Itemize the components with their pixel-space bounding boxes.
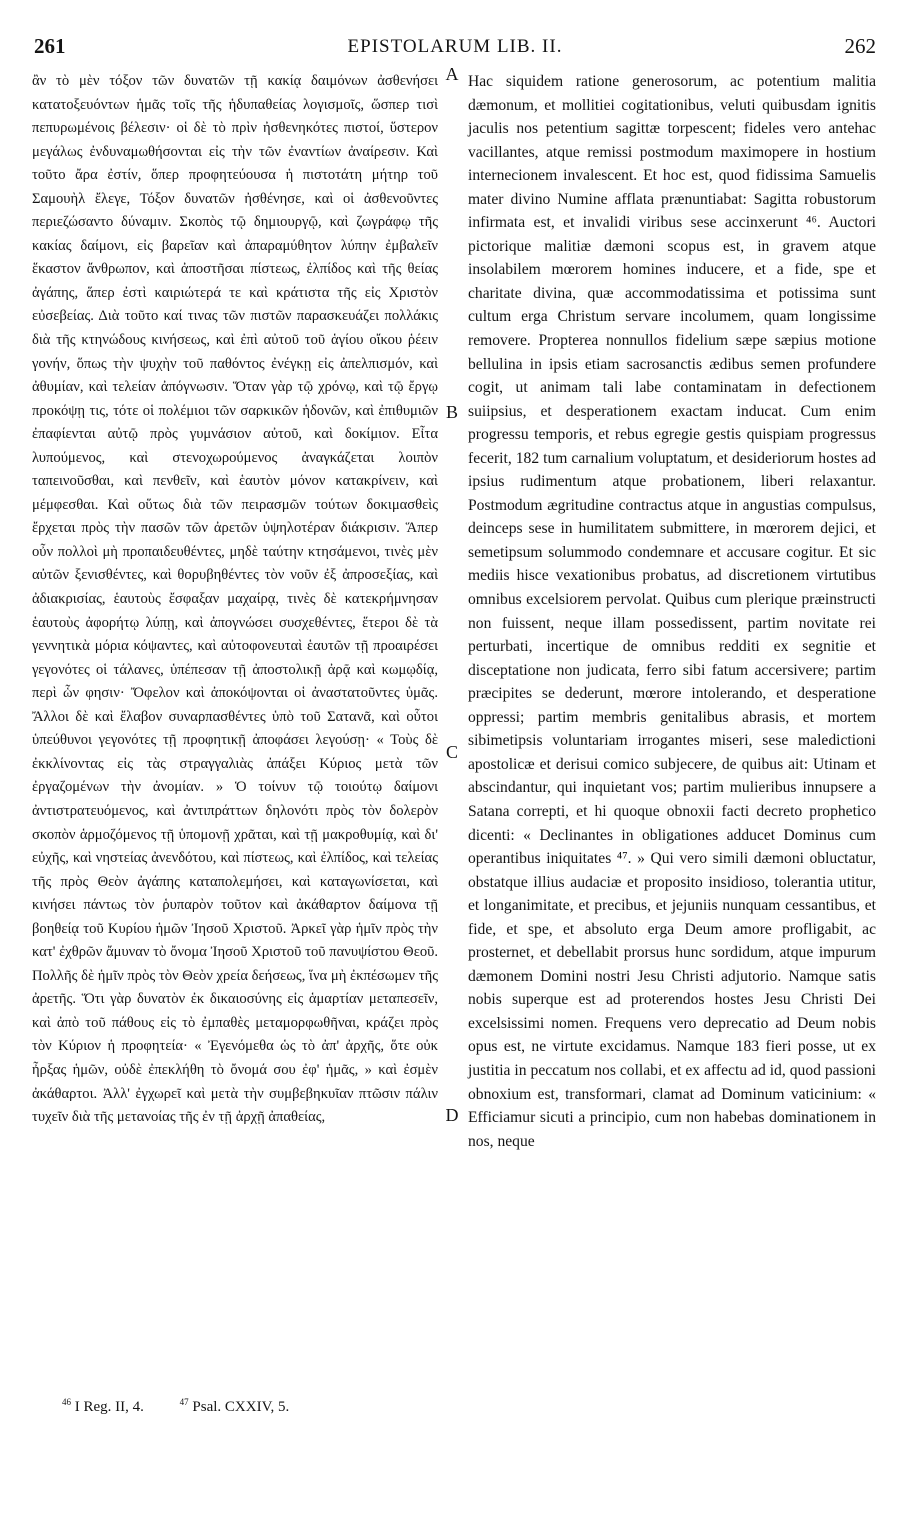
- page-header: [30, 34, 880, 68]
- greek-text-column: [32, 70, 438, 1130]
- latin-text-column: [468, 70, 876, 1153]
- greek-text: ἂν τὸ μὲν τόξον τῶν δυνατῶν τῇ κακίᾳ δαιμόνων ἀσθενήσει κατατοξευόντων ἡμᾶς τοῖς τῆς ἡδυπαθείας λογισμοῖς, ὥσπερ τισὶ πεπυρωμένοις βέλεσιν· οἱ δὲ τὸ πρὶν ἠσθενηκότες πιστοί, ὕστερον μεγάλως ἐνδυναμωθήσονται εἰς τὴν τῶν ἐναντίων ἀναίρεσιν. Καὶ τοῦτο ἄρα ἐστίν, ὅπερ προφητεύουσα ἡ πιστοτάτη μήτηρ τοῦ Σαμουὴλ ἔλεγε, Τόξον δυνατῶν ἠσθένησε, καὶ οἱ ἀσθενοῦντες περιεζώσαντο δύναμιν. Σκοπὸς τῷ δημιουργῷ, καὶ ζωγράφῳ τῆς κακίας δαίμονι, εἰς βαρεῖαν καὶ ἀπαραμύθητον λύπην ἐμβαλεῖν ἕκαστον ἄνθρωπον, καὶ ἀποστῆσαι πίστεως, ἐλπίδος καὶ τῆς θείας ἀγάπης, ἅπερ ἐστὶ καιριώτερά τε καὶ κράτιστα τῆς εἰς Χριστὸν εὐσεβείας. Διὰ τοῦτο καί τινας τῶν πιστῶν παρασκευάζει πολλάκις διὰ τῆς κτηνώδους κινήσεως, καὶ ἐπὶ αὐτοῦ τοῦ ἁγίου οἴκου ῥέειν γονήν, ὅπως τὴν ψυχὴν τοῦ παθόντος ἐνέγκῃ εἰς ἀπελπισμόν, καὶ ἀθυμίαν, καὶ τελείαν ἀπόγνωσιν. Ὅταν γὰρ τῷ χρόνῳ, καὶ τῷ ἔργῳ προκόψῃ τις, τότε οἱ πολέμιοι τῶν σαρκικῶν ἡδονῶν, καὶ ἐπιθυμιῶν ἐπαφίενται αὐτῷ πρὸς γυμνάσιον αὐτοῦ, καὶ δοκίμιον. Εἶτα λυπούμενος, καὶ στενοχωρούμενος ἀναγκάζεται λοιπὸν ταπεινοῦσθαι, καὶ πενθεῖν, καὶ ἑαυτὸν μόνον κατακρίνειν, καὶ μέμφεσθαι. Καὶ οὕτως διὰ τῶν πειρασμῶν τούτων δοκιμασθεὶς ἔρχεται πρὸς τὴν πασῶν τῶν ἀρετῶν ὑψηλοτέραν διάκρισιν. Ἅπερ οὖν πολλοὶ μὴ προπαιδευθέντες, μηδὲ ταύτην κτησάμενοι, τινὲς μὲν αὐτῶν ξενισθέντες, καὶ θορυβηθέντες τὸν νοῦν ἐξ ἀπροσεξίας, καὶ ἀδιακρισίας, ἑαυτοὺς ἔσφαξαν μαχαίρᾳ, τινὲς δὲ κατεκρήμνησαν ἑαυτοὺς ἀφορήτῳ λύπῃ, καὶ ἀπογνώσει συσχεθέντες, ἕτεροι δὲ τὰ γεννητικὰ μόρια κόψαντες, καὶ αὐτοφονευταὶ ἑαυτῶν τῇ προαιρέσει γεγονότες οἱ τάλανες, ὑπέπεσαν τῇ ἀποστολικῇ ἀρᾷ καὶ κωμῳδίᾳ, περὶ ὧν φησιν· Ὄφελον καὶ ἀποκόψονται οἱ ἀναστατοῦντες ὑμᾶς. Ἄλλοι δὲ καὶ ἔλαβον συναρπασθέντες ὑπὸ τοῦ Σατανᾶ, καὶ οὗτοι ὑπεύθυνοι γεγονότες τῇ προφητικῇ ἀποφάσει λεγούσῃ· « Τοὺς δὲ ἐκκλίνοντας εἰς τὰς στραγγαλιὰς ἀπάξει Κύριος μετὰ τῶν ἐργαζομένων τὴν ἀνομίαν. » Ὁ τοίνυν τῷ τοιούτῳ δαίμονι ἀντιστρατευόμενος, καὶ ἀντιπράττων δηλονότι πρὸς τὸν δολερὸν σκοπὸν ἁρμοζόμενος τῇ ὑπομονῇ χρᾶται, καὶ τῇ μακροθυμίᾳ, καὶ δι' εὐχῆς, καὶ νηστείας ἀνενδότου, καὶ πίστεως, καὶ ἐλπίδος, καὶ τελείας τῆς πρὸς Θεὸν ἀγάπης καταπολεμήσει, καὶ καταγωνίσεται, καὶ κινήσει πάντως τὸν ῥυπαρὸν τοῦτον καὶ ἀκάθαρτον δαίμονα τῇ βοηθείᾳ τοῦ Κυρίου ἡμῶν Ἰησοῦ Χριστοῦ. Ἀρκεῖ γὰρ ἡμῖν πρὸς τὴν κατ' ἐχθρῶν ἄμυναν τὸ ὄνομα Ἰησοῦ Χριστοῦ τοῦ πανυψίστου Θεοῦ. Πολλῆς δὲ ἡμῖν πρὸς τὸν Θεὸν χρεία δεήσεως, ἵνα μὴ ἐκπέσωμεν τῆς ἀρετῆς. Ὅτι γὰρ δυνατὸν ἐκ δικαιοσύνης εἰς ἁμαρτίαν μεταπεσεῖν, καὶ ἀπὸ τοῦ πάθους εἰς τὸ ἐμπαθὲς μεταμορφωθῆναι, κράζει πρὸς τὸν Κύριον ἡ προφητεία· « Ἐγενόμεθα ὡς τὸ ἀπ' ἀρχῆς, ὅτε οὐκ ἦρξας ἡμῶν, οὐδὲ ἐπεκλήθη τὸ ὄνομά σου ἐφ' ἡμᾶς, » καὶ ἐσμὲν ἀκάθαρτοι. Ἀλλ' ἐγχωρεῖ καὶ μετὰ τὴν συμβεβηκυῖαν πτῶσιν πάλιν τυχεῖν διὰ τῆς μετανοίας τῆς ἐν τῇ ἀρχῇ ἀπαθείας,: [32, 73, 438, 1126]
- margin-letter-c: C: [445, 742, 458, 762]
- footnotes: [62, 1397, 321, 1416]
- margin-letter-a: A: [445, 64, 459, 84]
- footnote-47: $^{47}$ Psal. CXXIV, 5.: [179, 1397, 290, 1415]
- margin-letter-d: D: [445, 1105, 459, 1125]
- right-page-number: 262: [844, 34, 876, 58]
- latin-text: Hac siquidem ratione generosorum, ac potentium malitia dæmonum, et mollitiei cogitationibus, veluti quibusdam ignitis jaculis nos petentium sagittæ torpescent; fideles vero antehac vacillantes, atque remissi postmodum maximopere in hostium internecionem invalescent. Et hoc est, quod fidissima Samuelis mater divino Numine afflata prænuntiabat: Sagitta robustorum infirmata est, et invalidi viribus sese accinxerunt ⁴⁶. Auctori pictorique malitiæ dæmoni scopus est, in gravem atque insolabilem mœrorem homines inducere, et a fide, spe et charitate divina, quæ accommodatissima et potissima sunt cultum erga Christum servare incolumem, quam longissime removere. Propterea nonnullos fidelium sæpe sæpius motione bellulina in ipsis etiam sacrosanctis ædibus semen profundere cogit, ut animam tali labe contaminatam in defectionem suiipsius, et desperationem exactam inducat. Cum enim progressu temporis, et rebus egregie gestis quispiam progressus fecerit, 182 tum carnalium voluptatum, et desideriorum hostes ad ipsius rudimentum atque probationem, liberi relaxantur. Postmodum ægritudine contractus atque in angustias compulsus, deinceps sese in humilitatem submittere, in mœrorem dejici, et semetipsum solummodo condemnare et accusare cogitur. Et sic mediis hisce vexationibus probatus, ad discretionem virtutibus omnibus excelsiorem pervolat. Quibus cum plerique præinstructi non fuissent, neque illam possedissent, partim novitate rei perturbati, incertique de omnibus redditi ex segnitie et disceptatione non judicata, ferro sibi fatum accersivere; partim præcipites se dederunt, mœrore intolerando, et desperatione oppressi; partim membris genitalibus abrasis, et mortem sibimetipsis voluntariam irrogantes miseri, sese maledictioni apostolicæ et derisui comico subjecere, de quibus ait: Utinam et abscindantur, qui inquietant vos; partim mulieribus innupsere a Satana correpti, et hi quoque obnoxii facti decreto prophetico dicenti: « Declinantes in obligationes adducet Dominus cum operantibus iniquitates ⁴⁷. » Qui vero simili dæmoni obluctatur, obstatque illius audaciæ et proposito insidioso, tolerantia utitur, et longanimitate, et precibus, et jejuniis nunquam cessantibus, et fide, et spe, et absoluto erga Deum amore profligabit, ac prosternet, et debellabit prorsus hunc sordidum, atque impurum dæmonem Domini nostri Jesu Christi adjutorio. Namque satis nobis superque est ad proterendos hostes Jesu Christi Dei excelsissimi nomen. Frequens vero deprecatio ad Deum nobis opus est, ne virtute excidamus. Namque 183 fieri posse, ut ex justitia in peccatum nos collabi, et ex affectu ad id, quod passioni obnoxium est, transformari, clamat ad Dominum vaticinium: « Efficiamur sicuti a principio, cum non habebas dominationem in nos, neque: [468, 73, 876, 1150]
- footnote-46: $^{46}$ I Reg. II, 4.: [62, 1397, 144, 1415]
- running-title: EPISTOLARUM LIB. II.: [347, 36, 563, 57]
- margin-letter-b: B: [445, 402, 458, 422]
- left-page-number: 261: [34, 34, 66, 58]
